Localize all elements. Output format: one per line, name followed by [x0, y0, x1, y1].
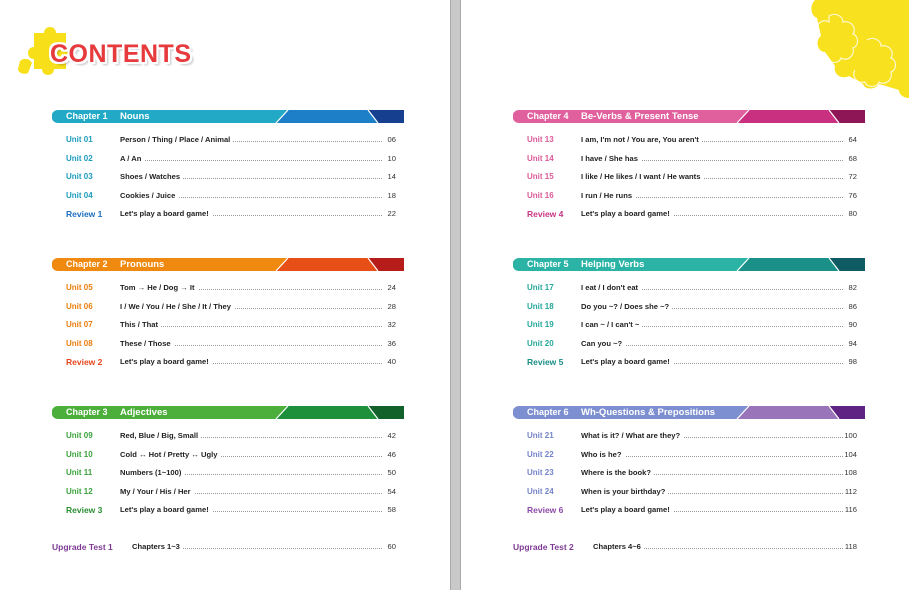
- unit-label: Unit 02: [66, 153, 93, 163]
- chapter-number: Chapter 5: [527, 259, 569, 269]
- chapter-name: Adjectives: [120, 407, 168, 418]
- unit-label: Unit 03: [66, 172, 93, 181]
- unit-row[interactable]: [66, 191, 396, 201]
- unit-label: Unit 08: [66, 338, 93, 348]
- review-row[interactable]: [66, 357, 396, 367]
- unit-label: Unit 17: [527, 283, 554, 292]
- review-label: Review 4: [527, 209, 564, 219]
- unit-row[interactable]: [527, 172, 857, 182]
- page-number: 50: [382, 468, 396, 478]
- page-number: 86: [843, 302, 857, 312]
- page-number: 98: [843, 357, 857, 367]
- unit-row[interactable]: [527, 191, 857, 201]
- unit-title: Let's play a board game!: [120, 505, 212, 515]
- unit-row[interactable]: [66, 468, 396, 478]
- page-title: CONTENTS: [50, 40, 192, 68]
- unit-row[interactable]: [66, 154, 396, 164]
- chapter-name: Helping Verbs: [581, 259, 645, 270]
- unit-title: I / We / You / He / She / It / They: [120, 302, 234, 312]
- unit-title: I run / He runs: [581, 191, 635, 201]
- page-number: 28: [382, 302, 396, 312]
- page-number: 32: [382, 320, 396, 330]
- chapter-block: [52, 258, 404, 368]
- page-number: 54: [382, 487, 396, 497]
- page-number: 68: [843, 154, 857, 164]
- chapter-block: [52, 406, 404, 516]
- page-number: 80: [843, 209, 857, 219]
- page-number: 108: [844, 468, 857, 477]
- chapter-name: Nouns: [120, 111, 150, 122]
- puzzle-pieces-icon: [769, 0, 909, 98]
- page-number: 90: [843, 320, 857, 330]
- unit-row[interactable]: [527, 487, 857, 497]
- unit-label: Unit 18: [527, 301, 554, 311]
- unit-title: I have / She has: [581, 154, 641, 164]
- review-label: Review 3: [66, 505, 103, 515]
- unit-title: Who is he?: [581, 450, 625, 460]
- unit-title: Let's play a board game!: [581, 357, 673, 367]
- unit-title: Where is the book?: [581, 468, 654, 478]
- unit-row[interactable]: [66, 302, 396, 312]
- page-number: 118: [844, 542, 857, 551]
- unit-row[interactable]: [66, 487, 396, 497]
- unit-row[interactable]: [527, 302, 857, 312]
- unit-label: Unit 11: [66, 468, 93, 477]
- page-number: 22: [382, 209, 396, 219]
- page-number: 100: [844, 431, 857, 440]
- review-row[interactable]: [66, 209, 396, 219]
- unit-row[interactable]: [66, 431, 396, 441]
- chapter-number: Chapter 1: [66, 111, 108, 121]
- unit-row[interactable]: [527, 450, 857, 460]
- chapter-block: [513, 406, 865, 516]
- unit-label: Unit 14: [527, 153, 554, 163]
- book-spine: [450, 0, 461, 590]
- upgrade-test-row[interactable]: [52, 542, 396, 552]
- unit-title: Red, Blue / Big, Small: [120, 431, 201, 441]
- unit-label: Unit 12: [66, 486, 93, 496]
- unit-label: Unit 16: [527, 190, 554, 200]
- unit-label: Unit 23: [527, 468, 554, 477]
- review-row[interactable]: [527, 357, 857, 367]
- unit-label: Unit 20: [527, 338, 554, 348]
- right-page: [461, 0, 909, 590]
- unit-title: Person / Thing / Place / Animal: [120, 135, 233, 145]
- page-number: 42: [382, 431, 396, 441]
- page-number: 18: [382, 191, 396, 201]
- unit-label: Unit 21: [527, 431, 554, 440]
- unit-label: Unit 05: [66, 283, 93, 292]
- unit-row[interactable]: [527, 283, 857, 293]
- unit-title: My / Your / His / Her: [120, 487, 194, 497]
- unit-label: Unit 04: [66, 190, 93, 200]
- unit-row[interactable]: [527, 154, 857, 164]
- page-number: 112: [844, 486, 857, 496]
- unit-title: I eat / I don't eat: [581, 283, 641, 293]
- unit-title: Do you ~? / Does she ~?: [581, 302, 672, 312]
- unit-row[interactable]: [66, 450, 396, 460]
- unit-title: I can ~ / I can't ~: [581, 320, 642, 330]
- unit-label: Unit 07: [66, 320, 93, 329]
- unit-title: Let's play a board game!: [581, 505, 673, 515]
- chapter-name: Be-Verbs & Present Tense: [581, 111, 699, 122]
- unit-label: Unit 22: [527, 449, 554, 459]
- unit-title: Let's play a board game!: [120, 209, 212, 219]
- page-number: 104: [844, 449, 857, 459]
- unit-row[interactable]: [66, 283, 396, 293]
- unit-title: What is it? / What are they?: [581, 431, 683, 441]
- unit-label: Unit 09: [66, 431, 93, 440]
- chapter-number: Chapter 6: [527, 407, 569, 417]
- leader-dots: [120, 160, 382, 161]
- review-row[interactable]: [527, 505, 857, 515]
- unit-title: Let's play a board game!: [120, 357, 212, 367]
- review-label: Review 5: [527, 357, 564, 367]
- unit-label: Unit 24: [527, 486, 554, 496]
- review-row[interactable]: [527, 209, 857, 219]
- upgrade-test-row[interactable]: [513, 542, 857, 552]
- unit-title: Let's play a board game!: [581, 209, 673, 219]
- unit-label: Unit 01: [66, 135, 93, 144]
- unit-row[interactable]: [66, 339, 396, 349]
- unit-row[interactable]: [66, 320, 396, 330]
- review-label: Review 1: [66, 209, 103, 219]
- review-row[interactable]: [66, 505, 396, 515]
- chapter-block: [513, 258, 865, 368]
- unit-title: When is your birthday?: [581, 487, 668, 497]
- page-number: 76: [843, 191, 857, 201]
- page-number: 72: [843, 172, 857, 182]
- chapter-block: [513, 110, 865, 220]
- upgrade-test-title: Chapters 4~6: [593, 542, 644, 552]
- unit-title: Tom → He / Dog → It: [120, 283, 198, 293]
- unit-label: Unit 19: [527, 320, 554, 329]
- unit-label: Unit 13: [527, 135, 554, 144]
- left-page: [0, 0, 450, 590]
- page-number: 60: [387, 542, 396, 551]
- upgrade-test-label: Upgrade Test 2: [513, 542, 574, 552]
- unit-title: This / That: [120, 320, 161, 330]
- unit-label: Unit 10: [66, 449, 93, 459]
- unit-title: Can you ~?: [581, 339, 625, 349]
- chapter-name: Wh-Questions & Prepositions: [581, 407, 716, 418]
- unit-title: Shoes / Watches: [120, 172, 183, 182]
- page-number: 64: [843, 135, 857, 145]
- unit-row[interactable]: [527, 339, 857, 349]
- unit-row[interactable]: [66, 172, 396, 182]
- unit-row[interactable]: [527, 320, 857, 330]
- unit-label: Unit 15: [527, 172, 554, 181]
- page-number: 36: [382, 339, 396, 349]
- chapter-block: [52, 110, 404, 220]
- page-number: 06: [382, 135, 396, 145]
- unit-title: A / An: [120, 154, 144, 164]
- page-number: 94: [843, 339, 857, 349]
- unit-title: Cookies / Juice: [120, 191, 178, 201]
- upgrade-test-title: Chapters 1~3: [132, 542, 183, 552]
- review-label: Review 2: [66, 357, 103, 367]
- unit-title: I am, I'm not / You are, You aren't: [581, 135, 702, 145]
- page-number: 40: [382, 357, 396, 367]
- unit-title: Numbers (1~100): [120, 468, 184, 478]
- unit-title: I like / He likes / I want / He wants: [581, 172, 703, 182]
- page-number: 24: [382, 283, 396, 293]
- page-number: 116: [844, 505, 857, 514]
- unit-title: These / Those: [120, 339, 174, 349]
- unit-row[interactable]: [527, 468, 857, 478]
- page-number: 58: [382, 505, 396, 515]
- unit-row[interactable]: [527, 431, 857, 441]
- review-label: Review 6: [527, 505, 564, 515]
- chapter-number: Chapter 3: [66, 407, 108, 417]
- page-number: 82: [843, 283, 857, 293]
- chapter-number: Chapter 2: [66, 259, 108, 269]
- page-number: 46: [382, 450, 396, 460]
- chapter-number: Chapter 4: [527, 111, 569, 121]
- unit-row[interactable]: [527, 135, 857, 145]
- page-number: 14: [382, 172, 396, 182]
- unit-title: Cold ↔ Hot / Pretty ↔ Ugly: [120, 450, 220, 460]
- unit-label: Unit 06: [66, 301, 93, 311]
- unit-row[interactable]: [66, 135, 396, 145]
- page-number: 10: [382, 154, 396, 164]
- chapter-name: Pronouns: [120, 259, 165, 270]
- upgrade-test-label: Upgrade Test 1: [52, 542, 113, 552]
